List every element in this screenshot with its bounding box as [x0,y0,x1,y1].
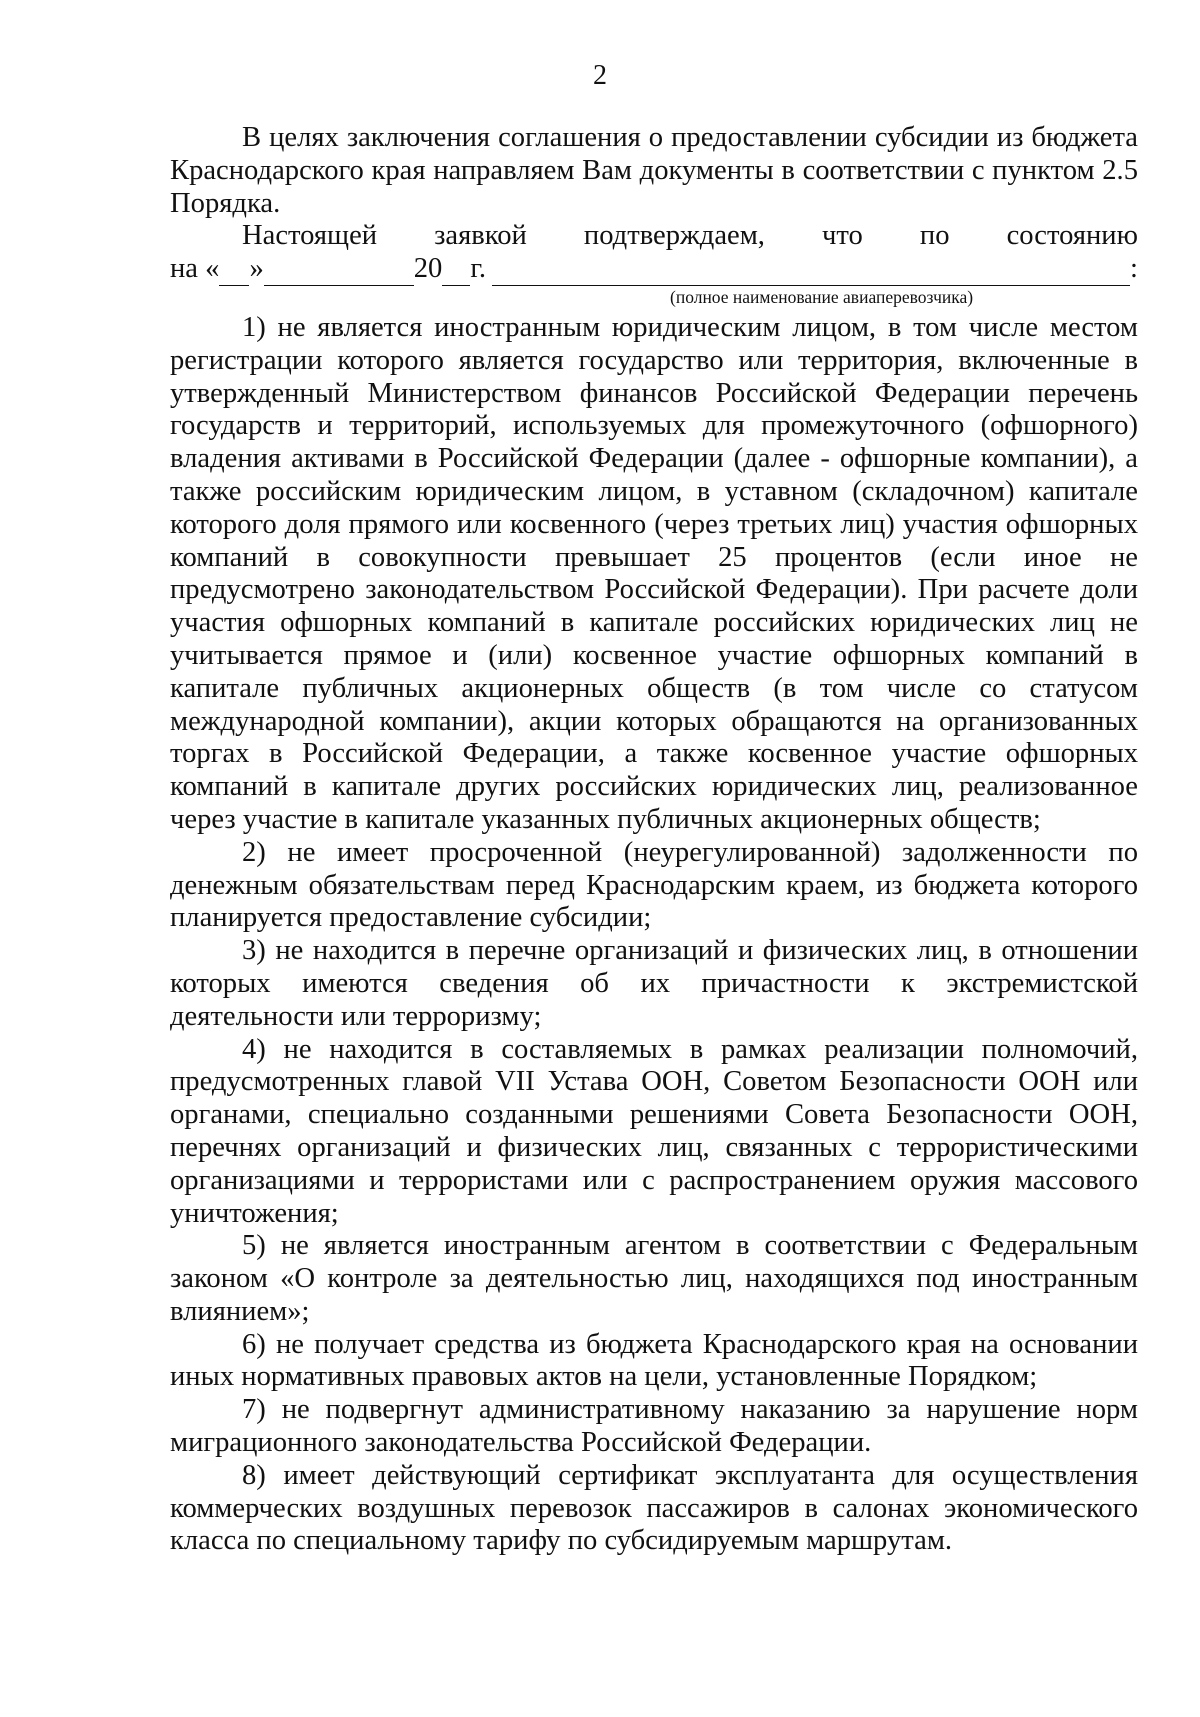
document-body [170,122,1138,1558]
list-item: 1) не является иностранным юридическим лицом, в том числе местом регистрации которого является государство или территория, включенные в утвержденный Министерством финансов Российской Федерации перечень государств и территорий, используемых для промежуточного (офшорного) владения активами в Российской Федерации (далее - офшорные компании), а также российским юридическим лицом, в уставном (складочном) капитале которого доля прямого или косвенного (через третьих лиц) участия офшорных компаний в совокупности превышает 25 процентов (если иное не предусмотрено законодательством Российской Федерации). При расчете доли участия офшорных компаний в капитале российских юридических лиц не учитывается прямое и (или) косвенное участие офшорных компаний в капитале публичных акционерных обществ (в том числе со статусом международной компании), акции которых обращаются на организованных торгах в Российской Федерации, а также косвенное участие офшорных компаний в капитале других российских юридических лиц, реализованное через участие в капитале указанных публичных акционерных обществ; [170,311,1138,835]
confirmation-word: Настоящей [242,220,378,252]
intro-paragraph: В целях заключения соглашения о предоставлении субсидии из бюджета Краснодарского края направляем Вам документы в соответствии с пунктом 2.5 Порядка. [170,122,1138,219]
date-close-quote: » [249,253,264,285]
list-item: 5) не является иностранным агентом в соответствии с Федеральным законом «О контроле за деятельностью лиц, находящихся под иностранным влиянием»; [170,1230,1138,1327]
list-item: 3) не находится в перечне организаций и физических лиц, в отношении которых имеются сведения об их причастности к экстремистской деятельности или терроризму; [170,935,1138,1032]
list-item: 4) не находится в составляемых в рамках реализации полномочий, предусмотренных главой VII Устава ООН, Советом Безопасности ООН или органами, специально созданными решениями Совета Безопасности ООН, перечнях организаций и физических лиц, связанных с террористическими организациями и террористами или с распространением оружия массового уничтожения; [170,1033,1138,1229]
year-blank-field[interactable] [442,259,470,286]
day-blank-field[interactable] [219,259,249,286]
page-number: 2 [593,60,607,91]
confirmation-word: состоянию [1006,220,1138,252]
carrier-name-caption: (полное наименование авиаперевозчика) [670,286,974,307]
year-prefix: 20 [413,253,443,285]
confirmation-line [170,220,1138,253]
list-item: 7) не подвергнут административному наказанию за нарушение норм миграционного законодательства Российской Федерации. [170,1394,1138,1459]
carrier-name-blank-field[interactable] [492,259,1130,286]
year-suffix: г. [470,253,486,285]
confirmation-word: по [919,220,950,252]
conditions-list [170,312,1138,1558]
list-item: 8) имеет действующий сертификат эксплуатанта для осуществления коммерческих воздушных перевозок пассажиров в салонах экономического класса по специальному тарифу по субсидируемым маршрутам. [170,1459,1138,1557]
confirmation-word: что [822,220,863,252]
confirmation-word: подтверждаем, [583,220,765,252]
month-blank-field[interactable] [264,259,414,286]
list-item: 2) не имеет просроченной (неурегулированной) задолженности по денежным обязательствам перед Краснодарским краем, из бюджета которого планируется предоставление субсидии; [170,836,1138,934]
date-prefix: на « [170,253,220,285]
date-line-end: : [1130,253,1138,285]
list-item: 6) не получает средства из бюджета Краснодарского края на основании иных нормативных правовых актов на цели, установленные Порядком; [170,1328,1138,1393]
confirmation-word: заявкой [434,220,527,252]
date-line [170,253,1138,286]
